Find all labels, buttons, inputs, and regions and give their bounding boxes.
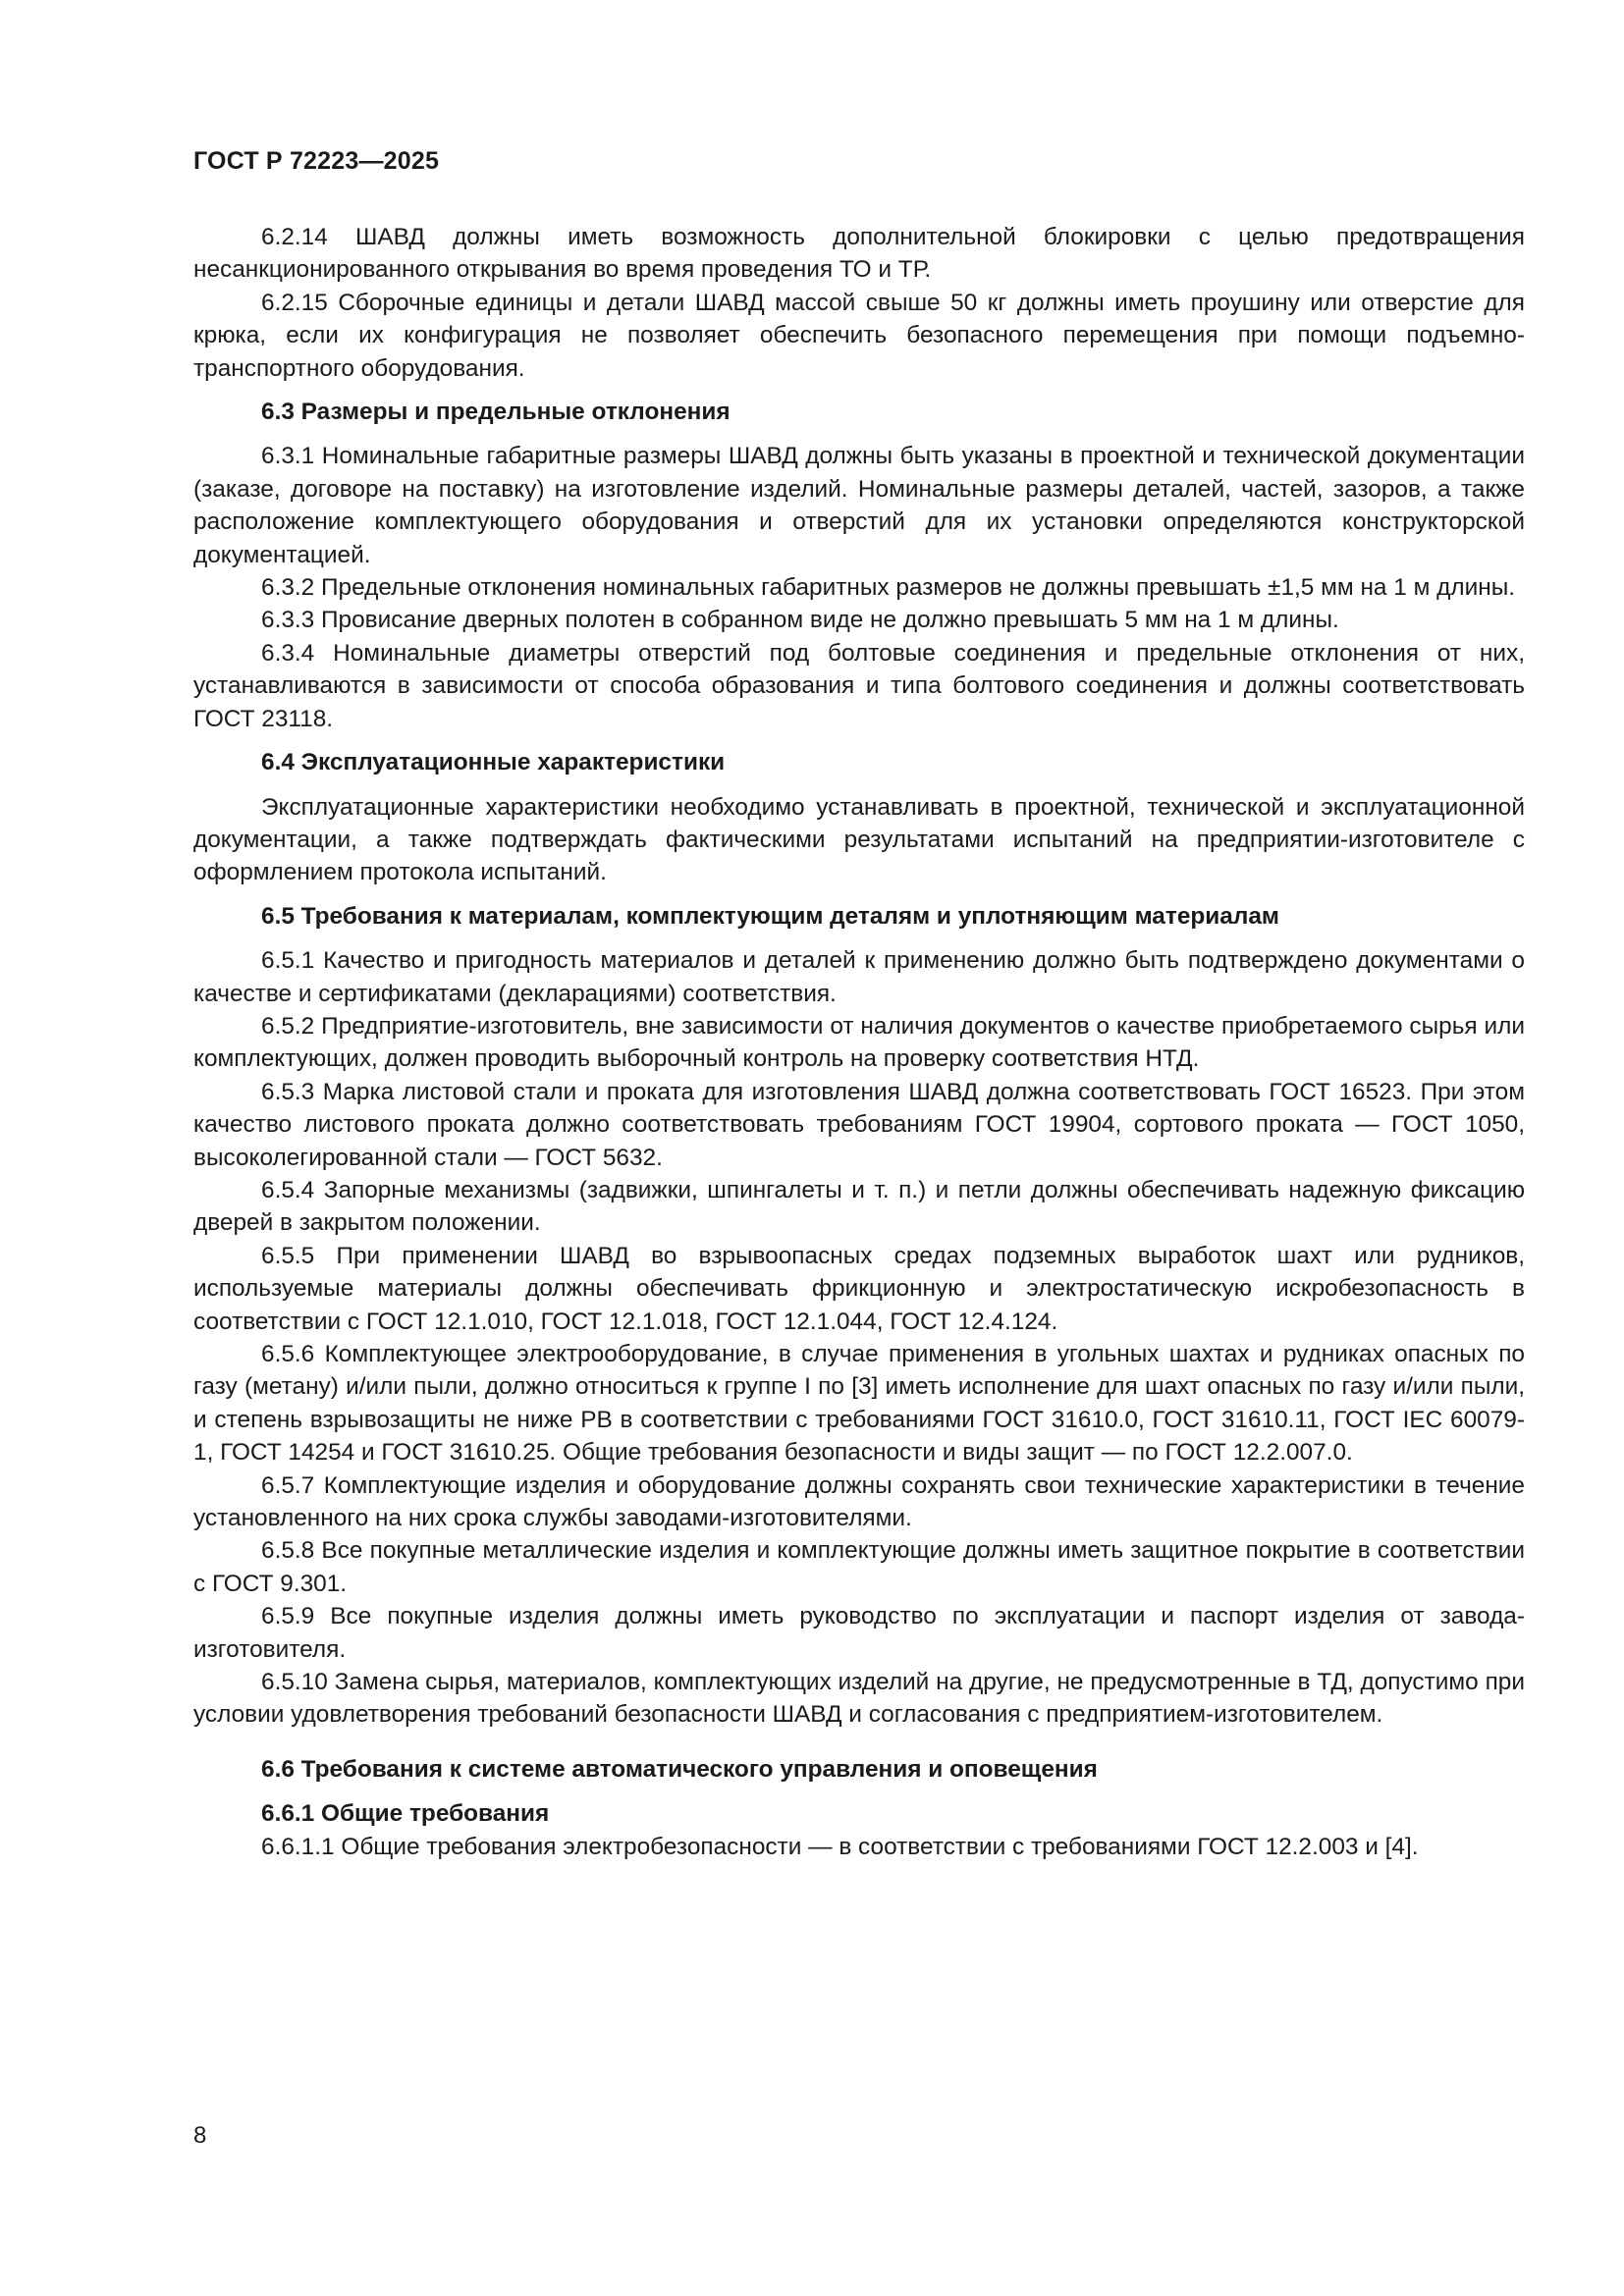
- paragraph-6-5-9: 6.5.9 Все покупные изделия должны иметь руководство по эксплуатации и паспорт изделия от завода-изготовителя.: [193, 1603, 1525, 1663]
- paragraph-6-5-3: 6.5.3 Марка листовой стали и проката для изготовления ШАВД должна соответствовать ГОСТ 16523. При этом качество листового проката должно соответствовать требованиям ГОСТ 19904, сортового проката — ГОСТ 1050, высоколегированной стали — ГОСТ 5632.: [193, 1078, 1525, 1171]
- paragraph-6-4: Эксплуатационные характеристики необходимо устанавливать в проектной, технической и эксплуатационной документации, а также подтверждать фактическими результатами испытаний на предприятии-изготовителе с оформлением протокола испытаний.: [193, 793, 1525, 886]
- section-heading-6-3: 6.3 Размеры и предельные отклонения: [261, 399, 731, 426]
- section-heading-6-4: 6.4 Эксплуатационные характеристики: [261, 749, 726, 776]
- paragraph-6-5-7: 6.5.7 Комплектующие изделия и оборудование должны сохранять свои технические характеристики в течение установленного на них срока службы заводами-изготовителями.: [193, 1471, 1525, 1532]
- paragraph-6-2-14: 6.2.14 ШАВД должны иметь возможность дополнительной блокировки с целью предотвращения несанкционированного открывания во время проведения ТО и ТР.: [193, 224, 1525, 284]
- paragraph-6-5-10: 6.5.10 Замена сырья, материалов, комплектующих изделий на другие, не предусмотренные в ТД, допустимо при условии удовлетворения требований безопасности ШАВД и согласования с предприятием-изготовителем.: [193, 1669, 1525, 1729]
- paragraph-6-3-1: 6.3.1 Номинальные габаритные размеры ШАВД должны быть указаны в проектной и технической документации (заказе, договоре на поставку) на изготовление изделий. Номинальные размеры деталей, частей, зазоров, а также расположение комплектующего оборудования и отверстий для их установки определяются конструкторской документацией.: [193, 443, 1525, 568]
- paragraph-6-5-8: 6.5.8 Все покупные металлические изделия и комплектующие должны иметь защитное покрытие в соответствии с ГОСТ 9.301.: [193, 1537, 1525, 1597]
- paragraph-6-5-4: 6.5.4 Запорные механизмы (задвижки, шпингалеты и т. п.) и петли должны обеспечивать надежную фиксацию дверей в закрытом положении.: [193, 1176, 1525, 1237]
- paragraph-6-3-2: 6.3.2 Предельные отклонения номинальных габаритных размеров не должны превышать ±1,5 мм на 1 м длины.: [261, 574, 1516, 602]
- paragraph-6-5-6: 6.5.6 Комплектующее электрооборудование, в случае применения в угольных шахтах и рудниках опасных по газу (метану) и/или пыли, должно относиться к группе I по [3] иметь исполнение для шахт опасных по газу и/или пыли, и степень взрывозащиты не ниже РВ в соответствии с требованиями ГОСТ 31610.0, ГОСТ 31610.11, ГОСТ IEC 60079-1, ГОСТ 14254 и ГОСТ 31610.25. Общие требования безопасности и виды защит — по ГОСТ 12.2.007.0.: [193, 1341, 1525, 1467]
- paragraph-6-3-3: 6.3.3 Провисание дверных полотен в собранном виде не должно превышать 5 мм на 1 м длины.: [261, 607, 1339, 634]
- paragraph-6-6-1-1: 6.6.1.1 Общие требования электробезопасности — в соответствии с требованиями ГОСТ 12.2.003 и [4].: [261, 1833, 1419, 1860]
- document-body: [193, 221, 1525, 1863]
- paragraph-6-5-1: 6.5.1 Качество и пригодность материалов и деталей к применению должно быть подтверждено документами о качестве и сертификатами (декларациями) соответствия.: [193, 947, 1525, 1007]
- paragraph-6-5-5: 6.5.5 При применении ШАВД во взрывоопасных средах подземных выработок шахт или рудников, используемые материалы должны обеспечивать фрикционную и электростатическую искробезопасность в соответствии с ГОСТ 12.1.010, ГОСТ 12.1.018, ГОСТ 12.1.044, ГОСТ 12.4.124.: [193, 1242, 1525, 1335]
- section-heading-6-6: 6.6 Требования к системе автоматического управления и оповещения: [261, 1755, 1098, 1783]
- subsection-heading-6-6-1: 6.6.1 Общие требования: [261, 1800, 550, 1828]
- paragraph-6-2-15: 6.2.15 Сборочные единицы и детали ШАВД массой свыше 50 кг должны иметь проушину или отверстие для крюка, если их конфигурация не позволяет обеспечить безопасного перемещения при помощи подъемно-транспортного оборудования.: [193, 289, 1525, 382]
- page-number: 8: [193, 2122, 207, 2149]
- paragraph-6-3-4: 6.3.4 Номинальные диаметры отверстий под болтовые соединения и предельные отклонения от них, устанавливаются в зависимости от способа образования и типа болтового соединения и должны соответствовать ГОСТ 23118.: [193, 639, 1525, 732]
- paragraph-6-5-2: 6.5.2 Предприятие-изготовитель, вне зависимости от наличия документов о качестве приобретаемого сырья или комплектующих, должен проводить выборочный контроль на проверку соответствия НТД.: [193, 1012, 1525, 1073]
- document-id-header: ГОСТ Р 72223—2025: [193, 147, 440, 175]
- section-heading-6-5: 6.5 Требования к материалам, комплектующим деталям и уплотняющим материалам: [261, 902, 1279, 930]
